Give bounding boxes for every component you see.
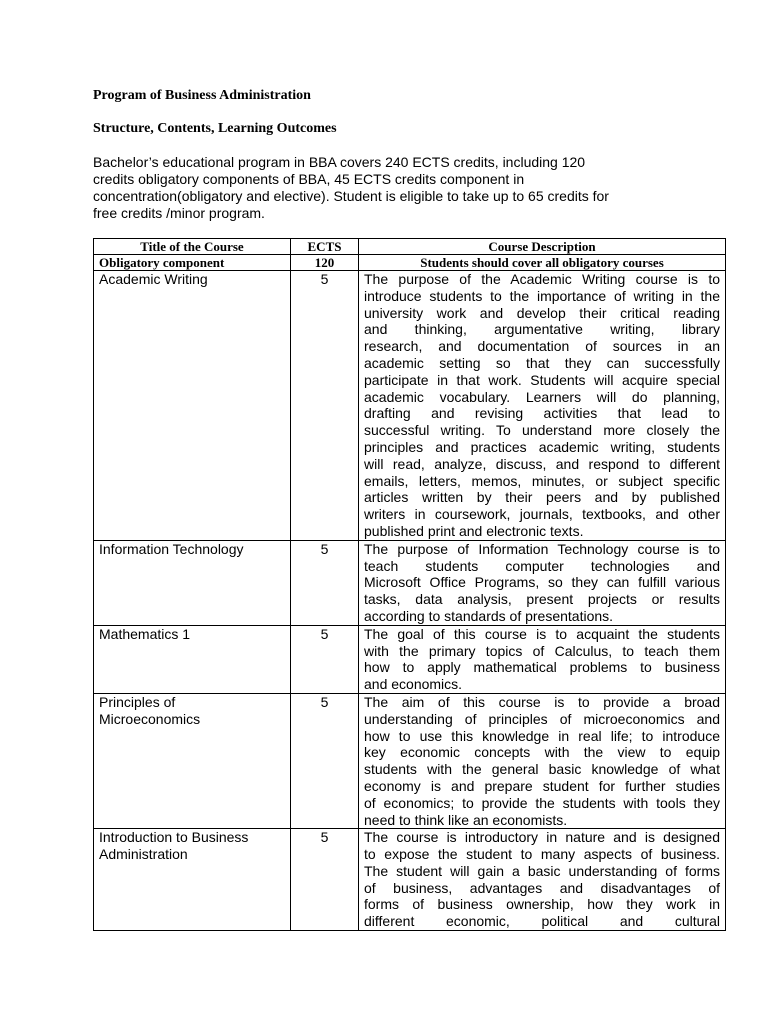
intro-line: concentration(obligatory and elective). Student is eligible to take up to 65 credits for xyxy=(93,188,609,204)
course-description-line: key economic concepts with the view to equip xyxy=(364,744,720,761)
course-rows xyxy=(94,271,726,931)
course-description-line: articles written by their peers and by published xyxy=(364,489,720,506)
course-description-line: The purpose of Information Technology course is to xyxy=(364,540,720,557)
course-description-line: academic vocabulary. Learners will do planning, xyxy=(364,388,720,405)
intro-line: free credits /minor program. xyxy=(93,205,265,221)
document-title: Program of Business Administration xyxy=(93,88,311,103)
course-description xyxy=(359,271,726,541)
course-description-line: The course is introductory in nature and is designed xyxy=(364,829,720,846)
course-description-line: writers in coursework, journals, textbooks, and other xyxy=(364,506,720,523)
course-description-line: understanding of principles of microeconomics and xyxy=(364,710,720,727)
section-title: Obligatory component xyxy=(94,255,291,271)
table-row xyxy=(94,625,726,693)
course-description-line: of business, advantages and disadvantages of xyxy=(364,879,720,896)
course-description-line: different economic, political and cultural xyxy=(364,913,720,930)
course-description xyxy=(359,625,726,693)
course-ects: 5 xyxy=(291,540,359,625)
intro-line: credits obligatory components of BBA, 45 ECTS credits component in xyxy=(93,171,525,187)
course-title xyxy=(94,829,291,931)
course-description-line: The student will gain a basic understanding of forms xyxy=(364,862,720,879)
course-description-line: and economics. xyxy=(364,676,463,693)
document-subtitle: Structure, Contents, Learning Outcomes xyxy=(93,121,337,136)
course-description-line: economy is and prepare student for further studies xyxy=(364,777,720,794)
course-ects: 5 xyxy=(291,693,359,828)
course-title-line: Information Technology xyxy=(99,540,244,557)
course-title-line: Administration xyxy=(99,846,188,863)
course-title-line: Mathematics 1 xyxy=(99,625,191,642)
table-row xyxy=(94,271,726,541)
table-row xyxy=(94,693,726,828)
course-description-line: academic setting so that they can successfully xyxy=(364,354,720,371)
header-course-description: Course Description xyxy=(359,239,726,255)
course-description-line: research, and documentation of sources in an xyxy=(364,338,720,355)
course-description-line: drafting and revising activities that lead to xyxy=(364,405,720,422)
intro-line: Bachelor’s educational program in BBA covers 240 ECTS credits, including 120 xyxy=(93,154,586,170)
course-description-line: The goal of this course is to acquaint the students xyxy=(364,625,720,642)
course-title xyxy=(94,540,291,625)
course-title-line: Academic Writing xyxy=(99,271,208,287)
course-description-line: university work and develop their critical reading xyxy=(364,304,720,321)
course-description-line: need to think like an economists. xyxy=(364,811,568,828)
course-description-line: tasks, data analysis, present projects or results xyxy=(364,591,720,608)
course-description-line: of economics; to provide the students with tools they xyxy=(364,794,720,811)
course-ects: 5 xyxy=(291,829,359,931)
course-description-line: emails, letters, memos, minutes, or subject specific xyxy=(364,472,720,489)
course-title-line: Introduction to Business xyxy=(99,829,249,846)
table-row xyxy=(94,829,726,931)
course-description-line: and thinking, argumentative writing, library xyxy=(364,321,720,338)
course-ects: 5 xyxy=(291,271,359,541)
course-description-line: forms of business ownership, how they work in xyxy=(364,896,720,913)
course-description-line: to expose the student to many aspects of business. xyxy=(364,846,720,863)
section-ects: 120 xyxy=(291,255,359,271)
table-header-row xyxy=(94,239,726,255)
course-title xyxy=(94,625,291,693)
course-description-line: with the primary topics of Calculus, to teach them xyxy=(364,642,720,659)
course-description-line: published print and electronic texts. xyxy=(364,522,584,539)
course-description-line: successful writing. To understand more closely the xyxy=(364,422,720,439)
course-description-line: how to apply mathematical problems to business xyxy=(364,659,720,676)
course-description-line: participate in that work. Students will acquire special xyxy=(364,371,720,388)
course-title xyxy=(94,693,291,828)
course-description-line: introduce students to the importance of writing in the xyxy=(364,287,720,304)
course-description xyxy=(359,829,726,931)
course-description-line: The aim of this course is to provide a broad xyxy=(364,693,720,710)
course-description xyxy=(359,693,726,828)
course-description-line: The purpose of the Academic Writing course is to xyxy=(364,271,720,287)
course-description-line: students with the general basic knowledge of what xyxy=(364,761,720,778)
course-description xyxy=(359,540,726,625)
header-course-title: Title of the Course xyxy=(94,239,291,255)
table-row xyxy=(94,540,726,625)
course-description-line: Microsoft Office Programs, so they can fulfill various xyxy=(364,574,720,591)
course-ects: 5 xyxy=(291,625,359,693)
course-table xyxy=(93,238,726,931)
intro-paragraph xyxy=(93,154,693,222)
course-title-line: Principles of xyxy=(99,693,176,710)
header-ects: ECTS xyxy=(291,239,359,255)
section-row xyxy=(94,255,726,271)
section-description: Students should cover all obligatory courses xyxy=(359,255,726,271)
course-description-line: will read, analyze, discuss, and respond to different xyxy=(364,455,720,472)
course-description-line: how to use this knowledge in real life; to introduce xyxy=(364,727,720,744)
course-title xyxy=(94,271,291,541)
course-description-line: teach students computer technologies and xyxy=(364,557,720,574)
course-description-line: principles and practices academic writing, students xyxy=(364,438,720,455)
course-title-line: Microeconomics xyxy=(99,710,201,727)
course-description-line: according to standards of presentations. xyxy=(364,607,614,624)
